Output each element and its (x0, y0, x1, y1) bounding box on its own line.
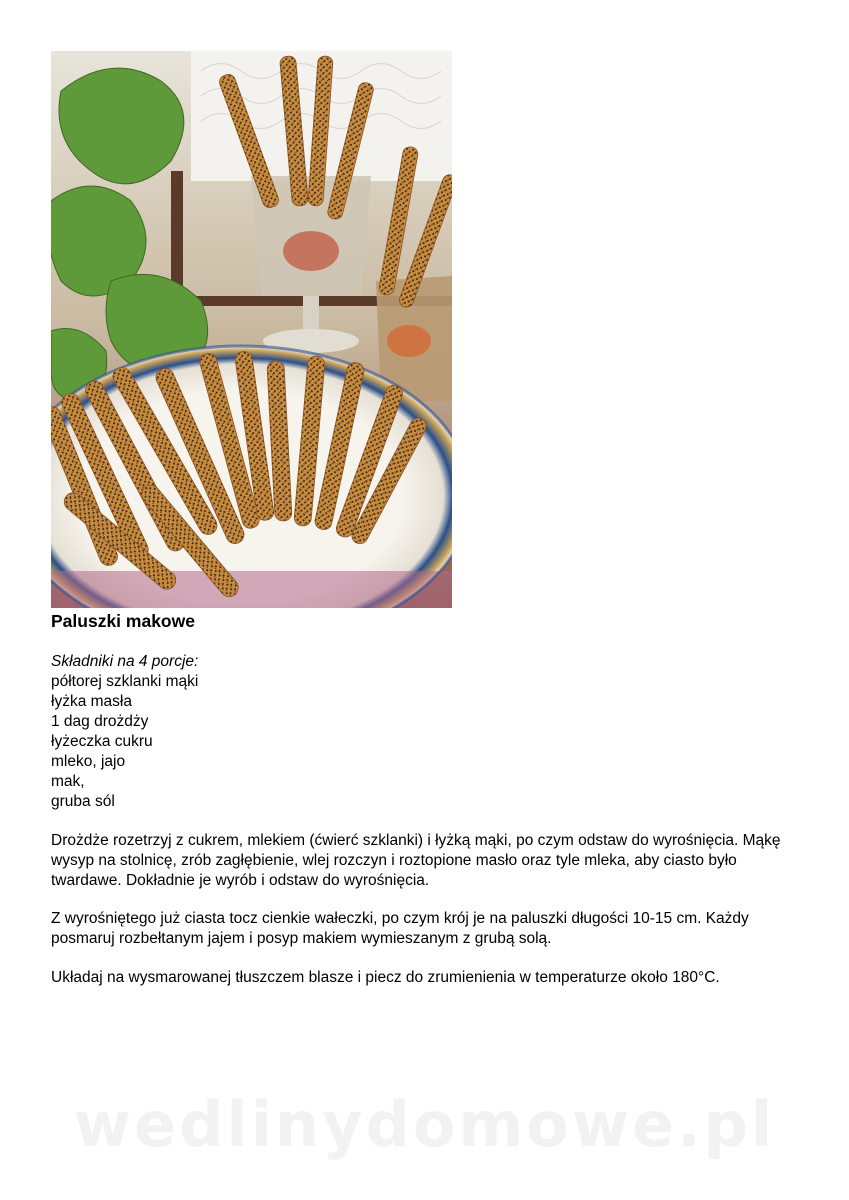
ingredient-item: mleko, jajo (51, 753, 126, 770)
recipe-photo (51, 51, 452, 608)
ingredient-item: gruba sól (51, 793, 115, 810)
preparation-step-1: Drożdże rozetrzyj z cukrem, mlekiem (ćwierć szklanki) i łyżką mąki, po czym odstaw do wyrośnięcia. Mąkę wysyp na stolnicę, zrób zagłębienie, wlej rozczyn i roztopione masło oraz tyle mleka, aby ciasto było twardawe. Dokładnie je wyrób i odstaw do wyrośnięcia. (51, 832, 781, 889)
poppy-seed-sticks-image (51, 51, 452, 608)
site-watermark: wedlinydomowe.pl (73, 1088, 776, 1161)
ingredient-item: łyżka masła (51, 693, 132, 710)
preparation-step-2: Z wyrośniętego już ciasta tocz cienkie wałeczki, po czym krój je na paluszki długości 10-15 cm. Każdy posmaruj rozbełtanym jajem i posyp makiem wymieszanym z grubą solą. (51, 910, 749, 947)
ingredients-header: Składniki na 4 porcje: (51, 653, 199, 670)
preparation-step-3: Układaj na wysmarowanej tłuszczem blasze i piecz do zrumienienia w temperaturze około 180°C. (51, 969, 720, 986)
ingredient-item: łyżeczka cukru (51, 733, 153, 750)
ingredient-item: mak, (51, 773, 85, 790)
ingredient-item: półtorej szklanki mąki (51, 673, 199, 690)
ingredients-list (51, 652, 198, 812)
recipe-title: Paluszki makowe (51, 611, 195, 631)
ingredient-item: 1 dag drożdży (51, 713, 149, 730)
